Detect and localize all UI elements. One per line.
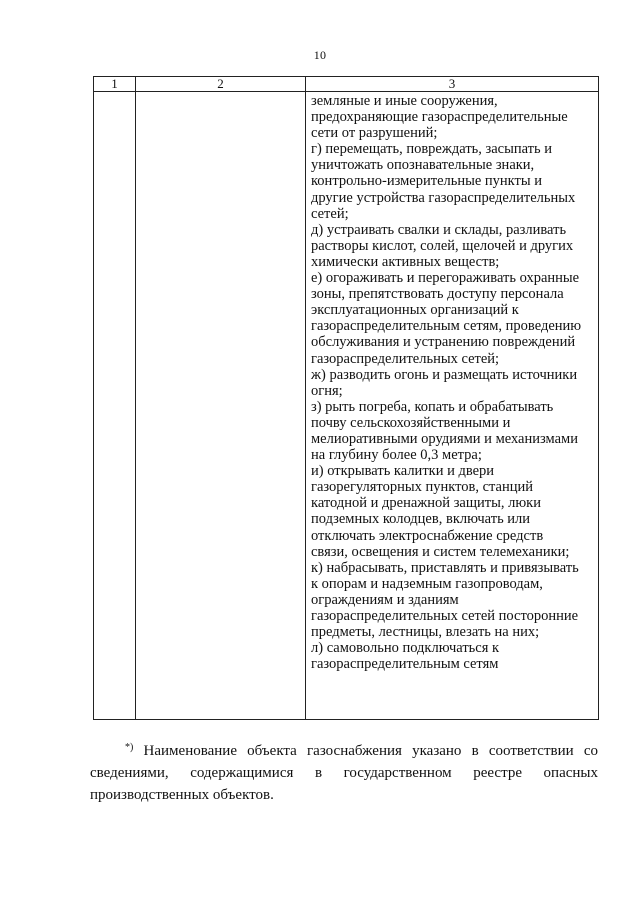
- footnote-text-1: Наименование объекта газоснабжения указано в соответствии со: [143, 743, 598, 759]
- footnote: [90, 740, 598, 806]
- footnote-line-3: производственных объектов.: [90, 787, 274, 803]
- cell-col-1: [94, 92, 136, 720]
- text-line: сети от разрушений;: [311, 125, 438, 142]
- footnote-marker: *): [125, 742, 134, 753]
- text-line: ограждениям и зданиям: [311, 591, 459, 608]
- text-line: предохраняющие газораспределительные: [311, 109, 568, 126]
- text-line: мелиоративными орудиями и механизмами: [311, 430, 578, 447]
- text-line: контрольно-измерительные пункты и: [311, 173, 543, 190]
- text-line: к) набрасывать, приставлять и привязывать: [311, 559, 579, 576]
- text-line: катодной и дренажной защиты, люки: [311, 495, 541, 512]
- requirements-table-container: [93, 76, 598, 720]
- column-header-2: 2: [136, 77, 306, 92]
- text-line: к опорам и надземным газопроводам,: [311, 575, 543, 592]
- text-line: и) открывать калитки и двери: [311, 463, 495, 480]
- text-line: газораспределительным сетям, проведению: [311, 318, 582, 335]
- text-line: подземных колодцев, включать или: [311, 511, 531, 528]
- text-line: г) перемещать, повреждать, засыпать и: [311, 141, 553, 158]
- text-line: почву сельскохозяйственными и: [311, 414, 511, 431]
- text-line: зоны, препятствовать доступу персонала: [311, 286, 564, 303]
- text-line: обслуживания и устранению повреждений: [311, 334, 576, 351]
- requirements-table: [93, 76, 599, 720]
- text-line: з) рыть погреба, копать и обрабатывать: [311, 398, 554, 415]
- table-header-row: [94, 77, 599, 92]
- text-line: е) огораживать и перегораживать охранные: [311, 270, 580, 287]
- table-row: [94, 92, 599, 720]
- text-line: уничтожать опознавательные знаки,: [311, 157, 535, 174]
- footnote-line-1: [90, 740, 598, 762]
- column-header-1: 1: [94, 77, 136, 92]
- text-line: газорегуляторных пунктов, станций: [311, 479, 533, 496]
- text-line: ж) разводить огонь и размещать источники: [311, 366, 578, 383]
- text-line: сетей;: [311, 205, 349, 222]
- column-header-3: 3: [306, 77, 599, 92]
- text-line: л) самовольно подключаться к: [311, 640, 500, 657]
- text-line: земляные и иные сооружения,: [311, 93, 498, 109]
- cell-col-3: [306, 92, 599, 720]
- text-line: газораспределительных сетей посторонние: [311, 608, 579, 624]
- text-line: связи, освещения и систем телемеханики;: [311, 543, 570, 560]
- text-line: д) устраивать свалки и склады, разливать: [311, 221, 567, 238]
- text-line: химически активных веществ;: [311, 253, 500, 270]
- page-number: 10: [313, 48, 327, 62]
- text-line: отключать электроснабжение средств: [311, 527, 544, 544]
- text-line: растворы кислот, солей, щелочей и других: [311, 237, 574, 254]
- text-line: предметы, лестницы, влезать на них;: [311, 624, 540, 641]
- text-line: на глубину более 0,3 метра;: [311, 447, 482, 464]
- cell-col-2: [136, 92, 306, 720]
- text-line: газораспределительных сетей;: [311, 350, 500, 367]
- text-line: другие устройства газораспределительных: [311, 189, 576, 206]
- text-line: газораспределительным сетям: [311, 656, 499, 673]
- text-line: огня;: [311, 382, 343, 399]
- footnote-line-2: сведениями, содержащимися в государственном реестре опасных: [90, 765, 598, 781]
- text-line: эксплуатационных организаций к: [311, 302, 519, 319]
